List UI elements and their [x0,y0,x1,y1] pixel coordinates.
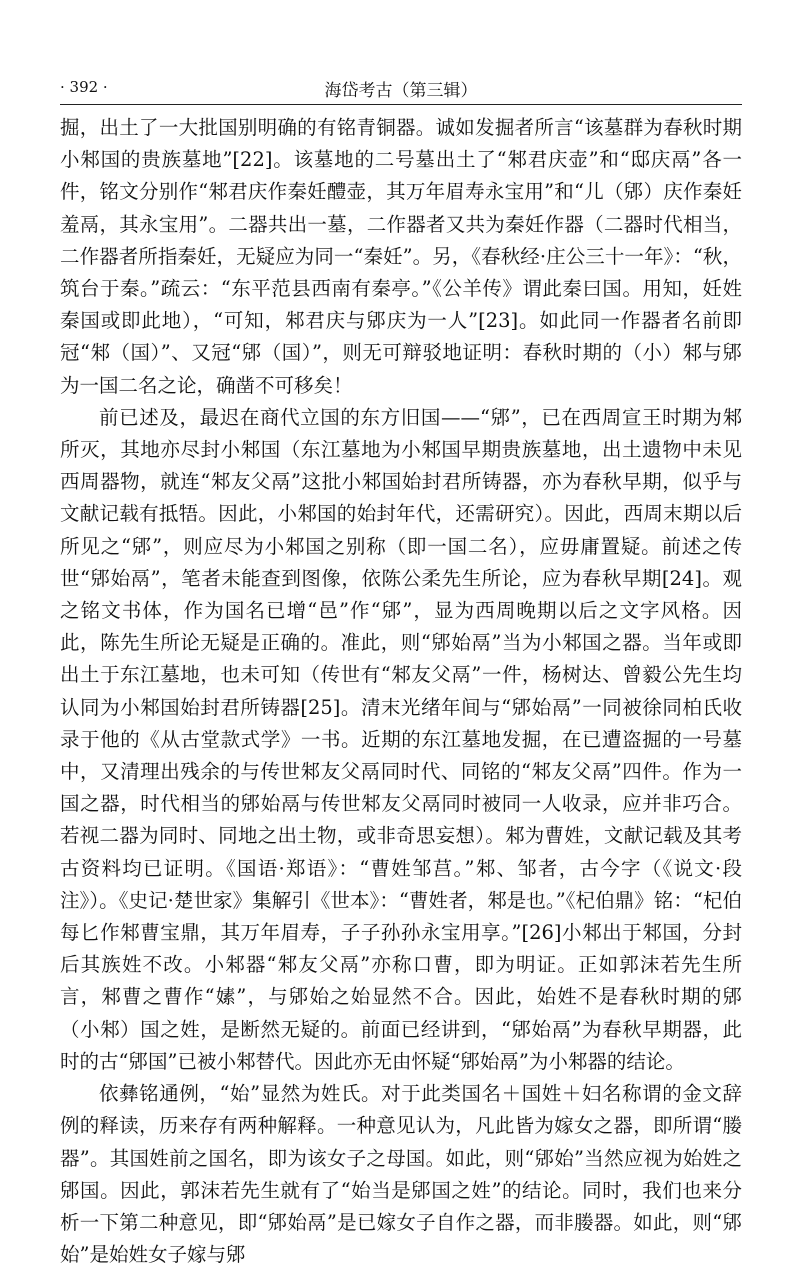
running-title: 海岱考古（第三辑） [324,81,478,101]
paragraph-3: 依彝铭通例，“始”显然为姓氏。对于此类国名＋国姓＋妇名称谓的金文辞例的释读，历来存有两种解释。一种意见认为，凡此皆为嫁女之器，即所谓“媵器”。其国姓前之国名，即为该女子之母国。如此，则“郳始”当然应视为始姓之郳国。因此，郭沫若先生就有了“始当是郳国之姓”的结论。同时，我们也来分析一下第二种意见，即“郳始鬲”是已嫁女子自作之器，而非媵器。如此，则“郳始”是始姓女子嫁与郳 [60,1082,742,1267]
body-text [60,112,742,1271]
page-number: · 392 · [60,78,108,96]
paragraph-1: 掘，出土了一大批国别明确的有铭青铜器。诚如发掘者所言“该墓群为春秋时期小邾国的贵族墓地”[22]。该墓地的二号墓出土了“邾君庆壶”和“邸庆鬲”各一件，铭文分别作“邾君庆作秦妊醴壶，其万年眉寿永宝用”和“儿（郳）庆作秦妊羞鬲，其永宝用”。二器共出一墓，二作器者又共为秦妊作器（二器时代相当，二作器者所指秦妊，无疑应为同一“秦妊”。另，《春秋经·庄公三十一年》：“秋，筑台于秦。”疏云：“东平范县西南有秦亭。”《公羊传》谓此秦曰国。用知，妊姓秦国或即此地），“可知，邾君庆与郳庆为一人”[23]。如此同一作器者名前即冠“邾（国）”、又冠“郳（国）”，则无可辩驳地证明：春秋时期的（小）邾与郳为一国二名之论，确凿不可移矣！ [60,116,742,397]
paragraph-2: 前已述及，最迟在商代立国的东方旧国——“郳”，已在西周宣王时期为邾所灭，其地亦尽封小邾国（东江墓地为小邾国早期贵族墓地，出土遗物中未见西周器物，就连“邾友父鬲”这批小邾国始封君所铸器，亦为春秋早期，似乎与文献记载有抵牾。因此，小邾国的始封年代，还需研究）。因此，西周末期以后所见之“郳”，则应尽为小邾国之别称（即一国二名），应毋庸置疑。前述之传世“郳始鬲”，笔者未能查到图像，依陈公柔先生所论，应为春秋早期[24]。观之铭文书体，作为国名已增“邑”作“郳”，显为西周晚期以后之文字风格。因此，陈先生所论无疑是正确的。准此，则“郳始鬲”当为小邾国之器。当年或即出土于东江墓地，也未可知（传世有“邾友父鬲”一件，杨树达、曾毅公先生均认同为小邾国始封君所铸器[25]。清末光绪年间与“郳始鬲”一同被徐同柏氏收录于他的《从古堂款式学》一书。近期的东江墓地发掘，在已遭盗掘的一号墓中，又清理出残余的与传世邾友父鬲同时代、同铭的“邾友父鬲”四件。作为一国之器，时代相当的郳始鬲与传世邾友父鬲同时被同一人收录，应并非巧合。若视二器为同时、同地之出土物，或非奇思妄想）。邾为曹姓，文献记载及其考古资料均已证明。《国语·郑语》：“曹姓邹莒。”邾、邹者，古今字（《说文·段注》）。《史记·楚世家》集解引《世本》：“曹姓者，邾是也。”《杞伯鼎》铭：“杞伯每匕作邾曹宝鼎，其万年眉寿，子子孙孙永宝用享。”[26]小邾出于邾国，分封后其族姓不改。小邾器“邾友父鬲”亦称口曹，即为明证。正如郭沫若先生所言，邾曹之曹作“嫊”，与郳始之始显然不合。因此，始姓不是春秋时期的郳（小邾）国之姓，是断然无疑的。前面已经讲到，“郳始鬲”为春秋早期器，此时的古“郳国”已被小邾替代。因此亦无由怀疑“郳始鬲”为小邾器的结论。 [60,405,742,1073]
page-header [60,74,742,106]
header-rule [60,104,742,105]
